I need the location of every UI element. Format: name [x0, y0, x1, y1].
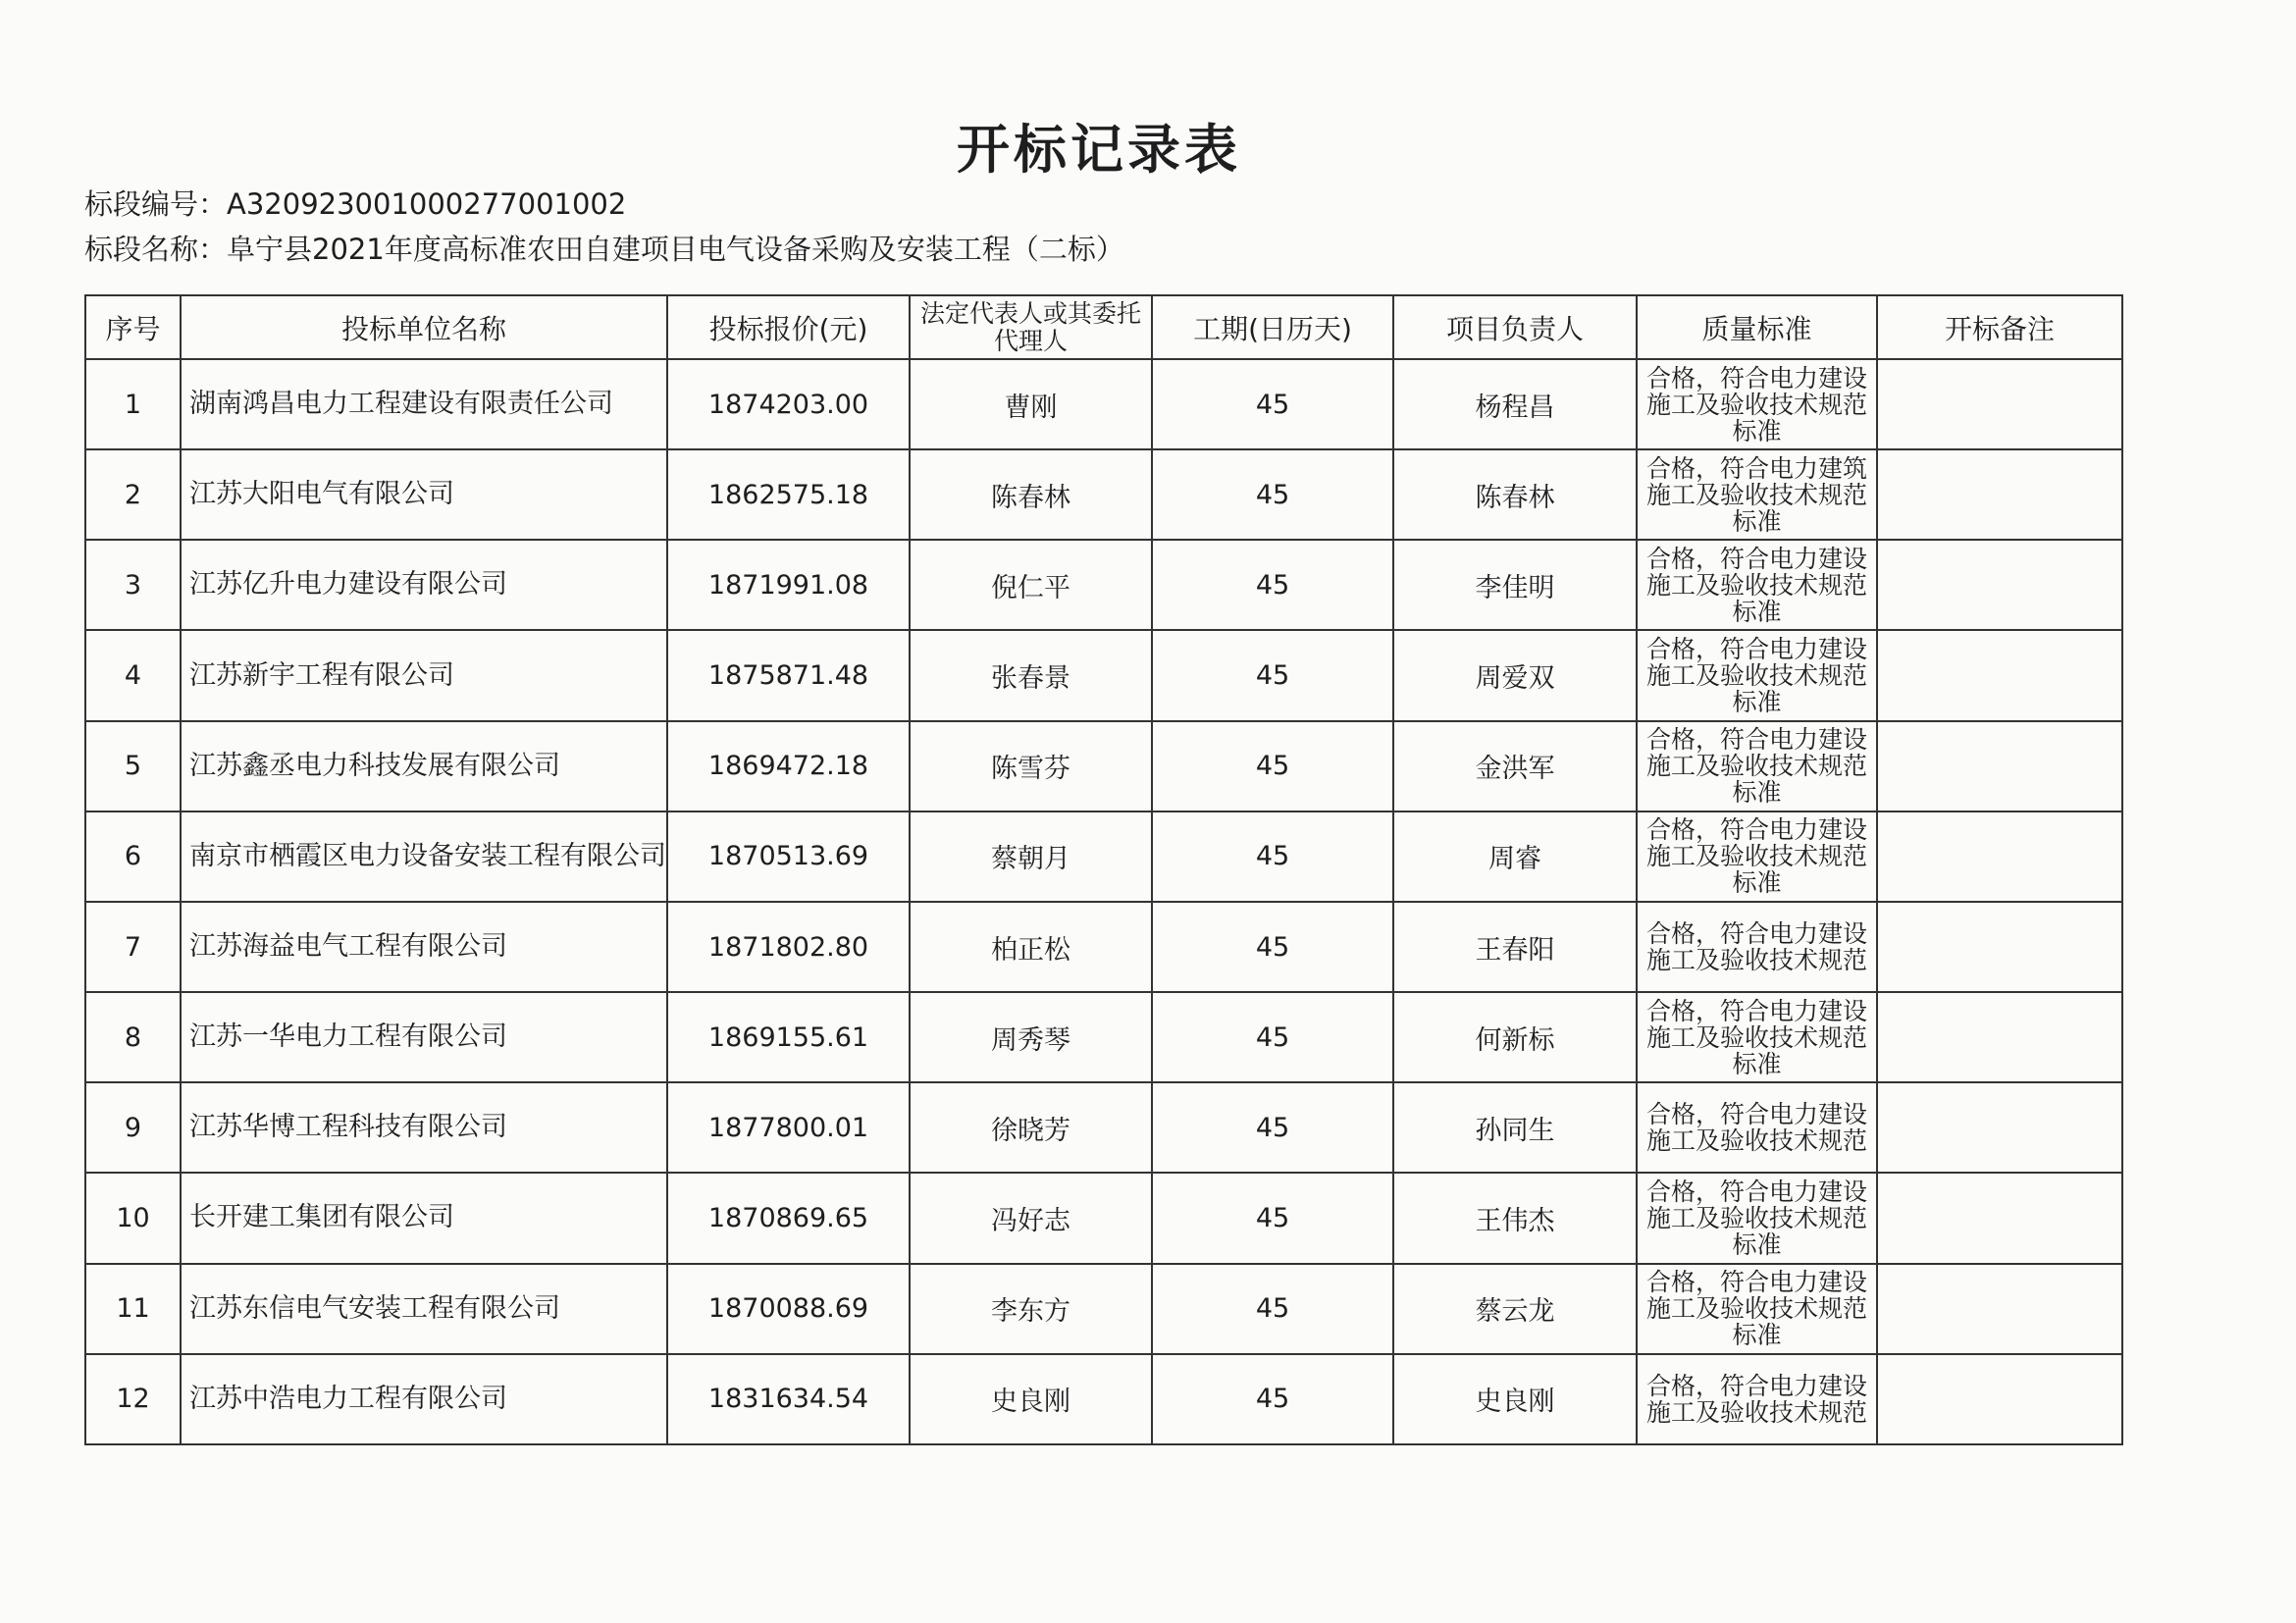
table-row — [85, 1082, 2122, 1173]
cell-project-manager: 王春阳 — [1393, 902, 1637, 992]
table-row — [85, 721, 2122, 812]
cell-remarks — [1877, 992, 2122, 1082]
table-row — [85, 992, 2122, 1082]
cell-bidder: 江苏鑫丞电力科技发展有限公司 — [181, 721, 667, 812]
cell-quality: 合格，符合电力建设施工及验收技术规范标准 — [1637, 1173, 1877, 1263]
cell-bid-price: 1831634.54 — [667, 1354, 910, 1444]
cell-representative: 冯好志 — [910, 1173, 1152, 1263]
cell-bidder: 江苏大阳电气有限公司 — [181, 449, 667, 540]
cell-project-manager: 金洪军 — [1393, 721, 1637, 812]
cell-bid-price: 1869155.61 — [667, 992, 910, 1082]
header-bidder: 投标单位名称 — [181, 295, 667, 359]
cell-duration: 45 — [1152, 721, 1393, 812]
cell-duration: 45 — [1152, 992, 1393, 1082]
cell-project-manager: 王伟杰 — [1393, 1173, 1637, 1263]
cell-remarks — [1877, 812, 2122, 902]
cell-duration: 45 — [1152, 449, 1393, 540]
section-number — [84, 183, 626, 223]
section-name — [84, 228, 1124, 268]
cell-index: 10 — [85, 1173, 181, 1263]
cell-remarks — [1877, 902, 2122, 992]
cell-bidder: 南京市栖霞区电力设备安装工程有限公司 — [181, 812, 667, 902]
cell-index: 8 — [85, 992, 181, 1082]
cell-bid-price: 1862575.18 — [667, 449, 910, 540]
cell-bidder: 江苏中浩电力工程有限公司 — [181, 1354, 667, 1444]
header-duration: 工期(日历天) — [1152, 295, 1393, 359]
cell-index: 3 — [85, 540, 181, 630]
cell-bid-price: 1875871.48 — [667, 630, 910, 720]
cell-bidder: 江苏东信电气安装工程有限公司 — [181, 1264, 667, 1354]
cell-representative: 张春景 — [910, 630, 1152, 720]
cell-bidder: 江苏一华电力工程有限公司 — [181, 992, 667, 1082]
header-representative: 法定代表人或其委托代理人 — [910, 295, 1152, 359]
cell-index: 2 — [85, 449, 181, 540]
cell-bid-price: 1869472.18 — [667, 721, 910, 812]
cell-quality: 合格，符合电力建设施工及验收技术规范标准 — [1637, 992, 1877, 1082]
cell-index: 7 — [85, 902, 181, 992]
header-remarks: 开标备注 — [1877, 295, 2122, 359]
cell-representative: 陈春林 — [910, 449, 1152, 540]
cell-bid-price: 1870869.65 — [667, 1173, 910, 1263]
cell-project-manager: 孙同生 — [1393, 1082, 1637, 1173]
table-row — [85, 540, 2122, 630]
cell-index: 11 — [85, 1264, 181, 1354]
cell-duration: 45 — [1152, 902, 1393, 992]
cell-remarks — [1877, 1082, 2122, 1173]
cell-project-manager: 杨程昌 — [1393, 359, 1637, 449]
cell-index: 5 — [85, 721, 181, 812]
header-project-manager: 项目负责人 — [1393, 295, 1637, 359]
cell-bidder: 江苏海益电气工程有限公司 — [181, 902, 667, 992]
header-quality: 质量标准 — [1637, 295, 1877, 359]
cell-quality: 合格，符合电力建设施工及验收技术规范标准 — [1637, 812, 1877, 902]
header-index: 序号 — [85, 295, 181, 359]
cell-bidder: 江苏亿升电力建设有限公司 — [181, 540, 667, 630]
cell-duration: 45 — [1152, 540, 1393, 630]
cell-index: 12 — [85, 1354, 181, 1444]
cell-index: 4 — [85, 630, 181, 720]
cell-bidder: 长开建工集团有限公司 — [181, 1173, 667, 1263]
cell-quality: 合格，符合电力建筑施工及验收技术规范标准 — [1637, 449, 1877, 540]
cell-bid-price: 1871802.80 — [667, 902, 910, 992]
document-title: 开标记录表 — [957, 119, 1241, 181]
cell-quality: 合格，符合电力建设施工及验收技术规范 — [1637, 1082, 1877, 1173]
header-bid-price: 投标报价(元) — [667, 295, 910, 359]
cell-duration: 45 — [1152, 812, 1393, 902]
table-row — [85, 1354, 2122, 1444]
cell-remarks — [1877, 630, 2122, 720]
cell-representative: 周秀琴 — [910, 992, 1152, 1082]
cell-remarks — [1877, 721, 2122, 812]
cell-project-manager: 蔡云龙 — [1393, 1264, 1637, 1354]
table-row — [85, 359, 2122, 449]
cell-index: 6 — [85, 812, 181, 902]
cell-representative: 史良刚 — [910, 1354, 1152, 1444]
cell-quality: 合格，符合电力建设施工及验收技术规范标准 — [1637, 630, 1877, 720]
cell-index: 9 — [85, 1082, 181, 1173]
cell-quality: 合格，符合电力建设施工及验收技术规范标准 — [1637, 1264, 1877, 1354]
cell-bid-price: 1870088.69 — [667, 1264, 910, 1354]
cell-duration: 45 — [1152, 1354, 1393, 1444]
cell-bidder: 湖南鸿昌电力工程建设有限责任公司 — [181, 359, 667, 449]
cell-duration: 45 — [1152, 1264, 1393, 1354]
cell-project-manager: 周睿 — [1393, 812, 1637, 902]
section-name-label: 标段名称： — [84, 233, 228, 266]
cell-representative: 徐晓芳 — [910, 1082, 1152, 1173]
cell-remarks — [1877, 1264, 2122, 1354]
cell-remarks — [1877, 1173, 2122, 1263]
cell-representative: 李东方 — [910, 1264, 1152, 1354]
cell-representative: 曹刚 — [910, 359, 1152, 449]
table-row — [85, 812, 2122, 902]
cell-duration: 45 — [1152, 1082, 1393, 1173]
table-row — [85, 630, 2122, 720]
cell-representative: 倪仁平 — [910, 540, 1152, 630]
cell-project-manager: 史良刚 — [1393, 1354, 1637, 1444]
cell-quality: 合格，符合电力建设施工及验收技术规范标准 — [1637, 540, 1877, 630]
table-row — [85, 902, 2122, 992]
cell-project-manager: 陈春林 — [1393, 449, 1637, 540]
cell-remarks — [1877, 540, 2122, 630]
cell-project-manager: 何新标 — [1393, 992, 1637, 1082]
cell-representative: 蔡朝月 — [910, 812, 1152, 902]
cell-remarks — [1877, 449, 2122, 540]
table-row — [85, 1173, 2122, 1263]
cell-representative: 陈雪芬 — [910, 721, 1152, 812]
bid-opening-table — [84, 294, 2123, 1445]
cell-bid-price: 1877800.01 — [667, 1082, 910, 1173]
cell-bid-price: 1871991.08 — [667, 540, 910, 630]
cell-bidder: 江苏华博工程科技有限公司 — [181, 1082, 667, 1173]
cell-duration: 45 — [1152, 359, 1393, 449]
cell-duration: 45 — [1152, 630, 1393, 720]
cell-bid-price: 1870513.69 — [667, 812, 910, 902]
cell-remarks — [1877, 1354, 2122, 1444]
section-number-value: A320923001000277001002 — [227, 187, 627, 221]
section-number-label: 标段编号： — [84, 187, 228, 221]
cell-project-manager: 周爱双 — [1393, 630, 1637, 720]
cell-quality: 合格，符合电力建设施工及验收技术规范 — [1637, 1354, 1877, 1444]
cell-index: 1 — [85, 359, 181, 449]
cell-project-manager: 李佳明 — [1393, 540, 1637, 630]
table-header-row — [85, 295, 2122, 359]
cell-quality: 合格，符合电力建设施工及验收技术规范 — [1637, 902, 1877, 992]
cell-representative: 柏正松 — [910, 902, 1152, 992]
cell-quality: 合格，符合电力建设施工及验收技术规范标准 — [1637, 721, 1877, 812]
cell-remarks — [1877, 359, 2122, 449]
cell-duration: 45 — [1152, 1173, 1393, 1263]
cell-bid-price: 1874203.00 — [667, 359, 910, 449]
table-row — [85, 449, 2122, 540]
cell-bidder: 江苏新宇工程有限公司 — [181, 630, 667, 720]
cell-quality: 合格，符合电力建设施工及验收技术规范标准 — [1637, 359, 1877, 449]
section-name-value: 阜宁县2021年度高标准农田自建项目电气设备采购及安装工程（二标） — [227, 233, 1124, 266]
table-row — [85, 1264, 2122, 1354]
